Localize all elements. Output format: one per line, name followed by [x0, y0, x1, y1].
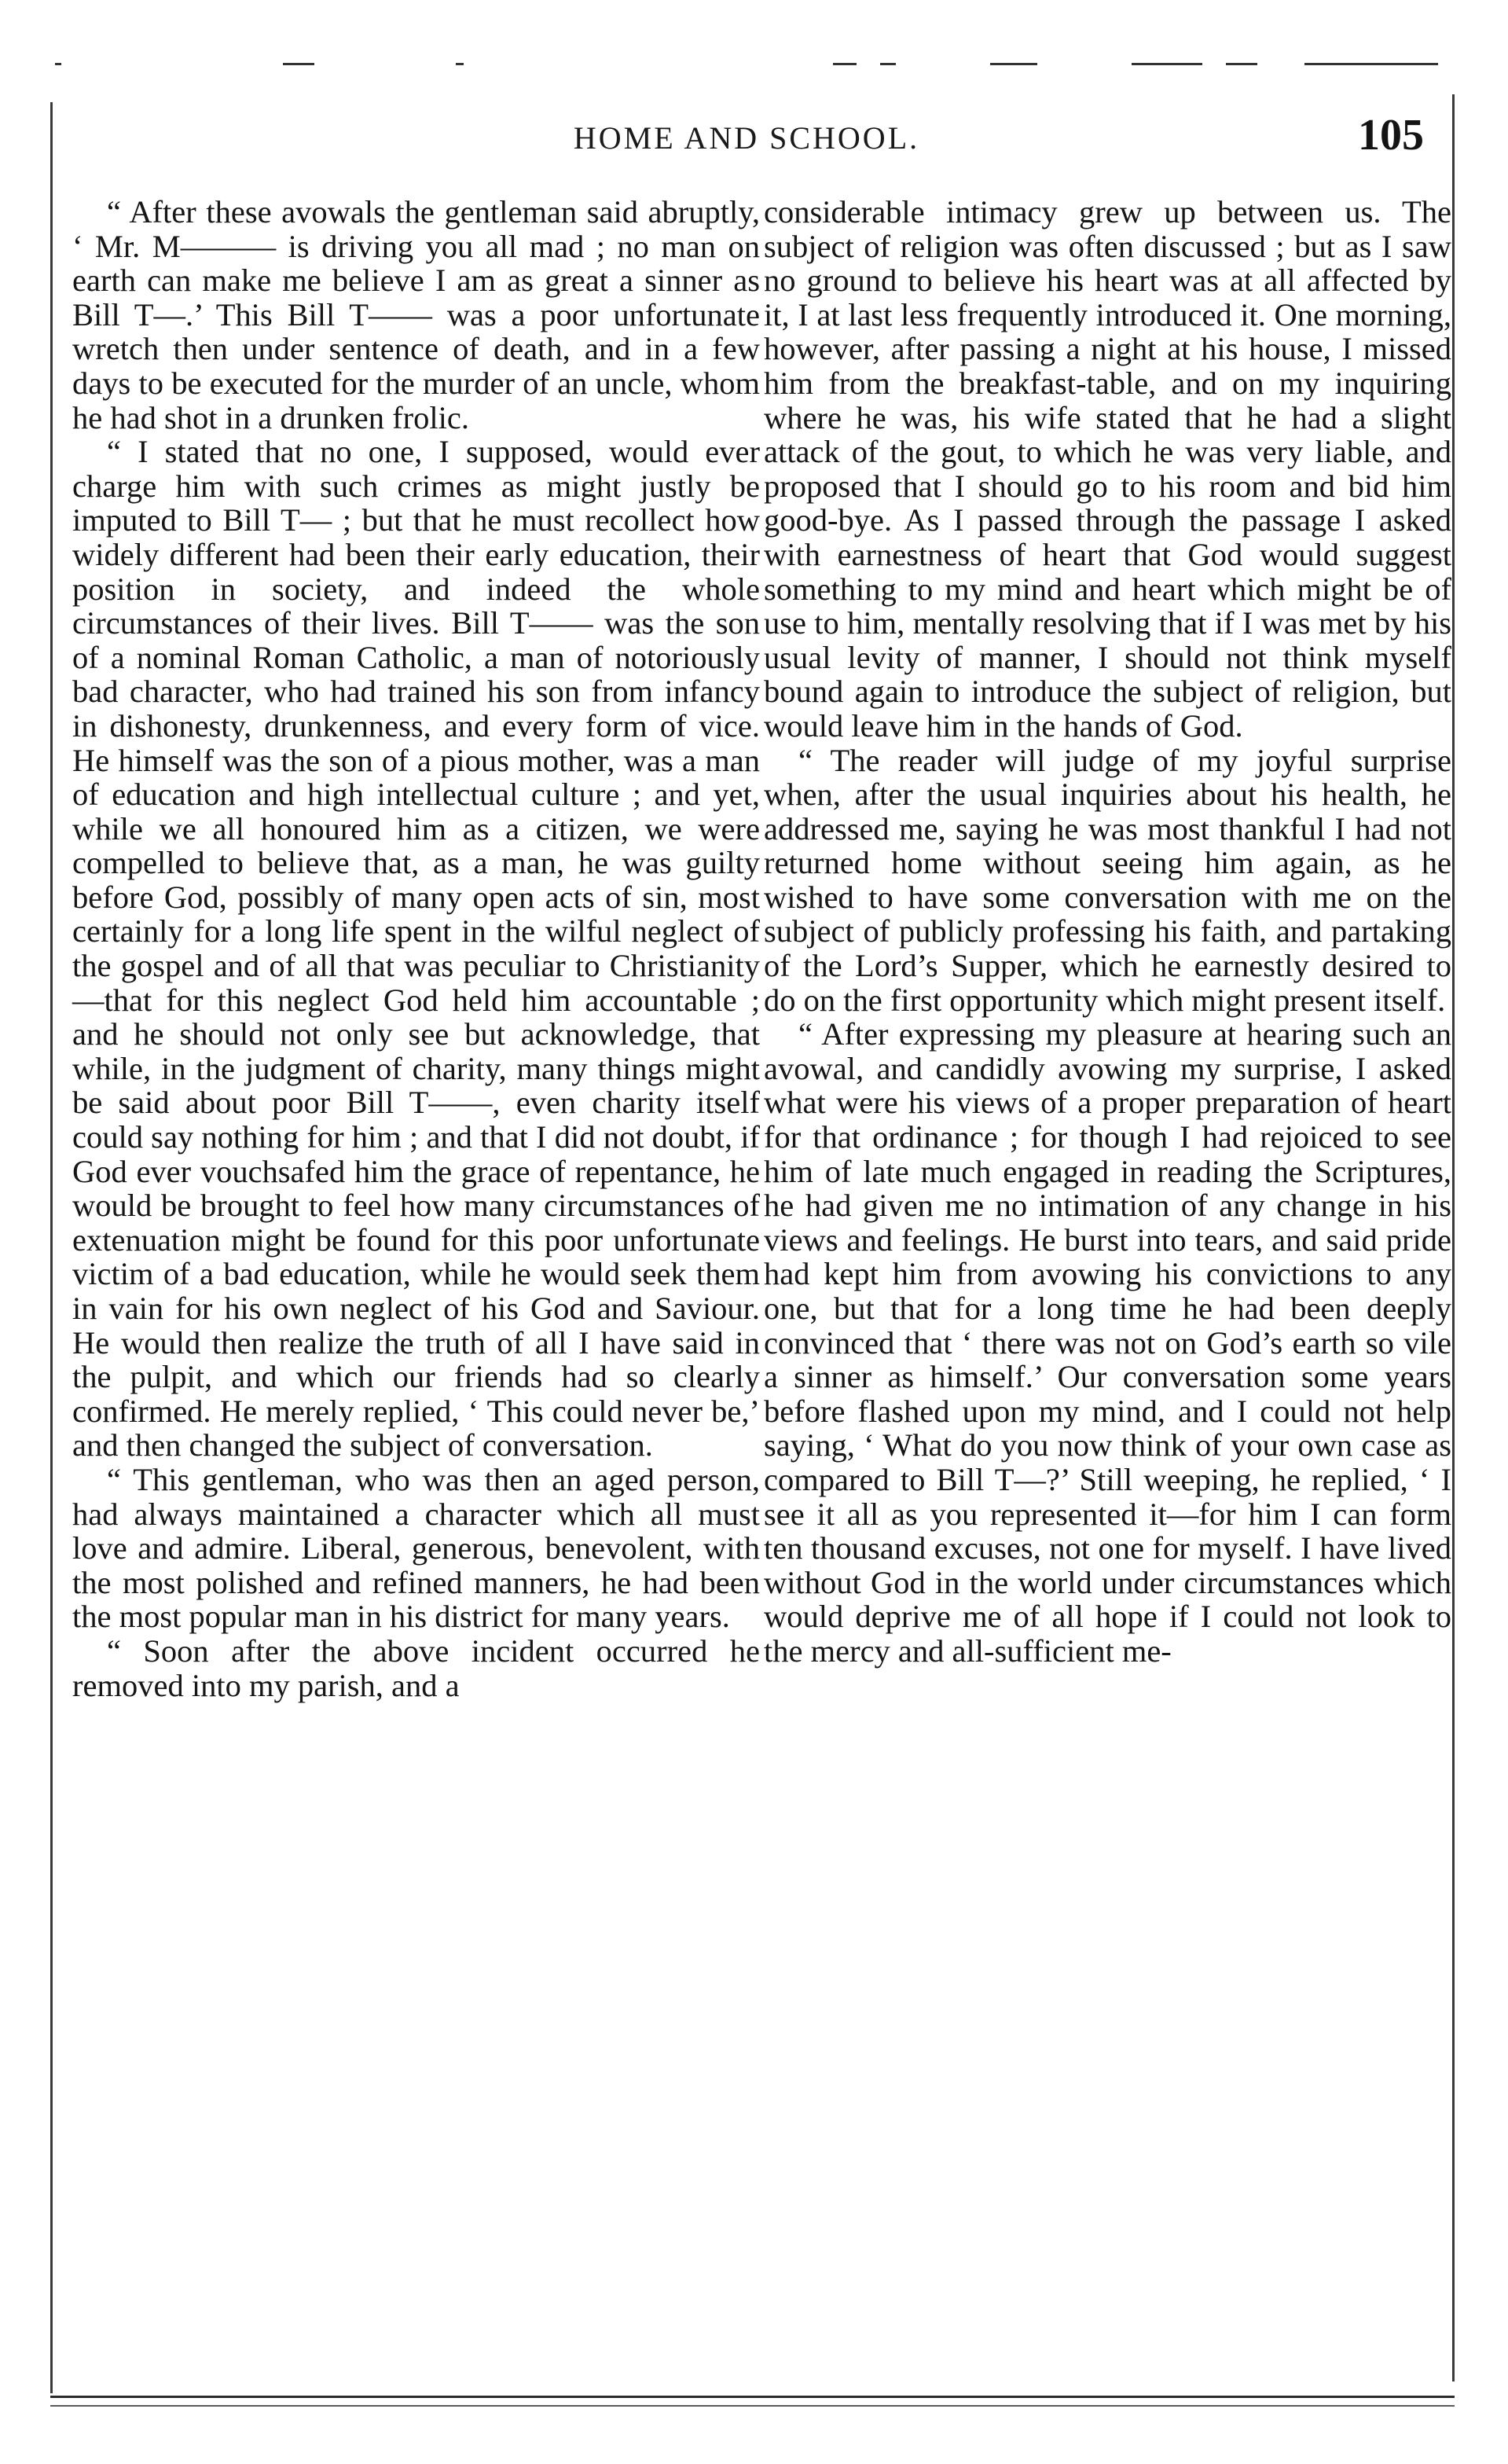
- paragraph: “ I stated that no one, I supposed, would ever charge him with such crimes as might justly be imputed to Bill T— ; but that he must recollect how widely different had been their early education, their position in society, and indeed the whole circumstances of their lives. Bill T—— was the son of a nominal Roman Catholic, a man of notoriously bad character, who had trained his son from infancy in dishonesty, drunkenness, and every form of vice. He himself was the son of a pious mother, was a man of education and high intellectual culture ; and yet, while we all honoured him as a citizen, we were compelled to believe that, as a man, he was guilty before God, possibly of many open acts of sin, most certainly for a long life spent in the wilful neglect of the gospel and of all that was peculiar to Christianity—that for this neglect God held him accountable ; and he should not only see but acknowledge, that while, in the judgment of charity, many things might be said about poor Bill T——, even charity itself could say nothing for him ; and that I did not doubt, if God ever vouchsafed him the grace of repentance, he would be brought to feel how many circumstances of extenuation might be found for this poor unfortunate victim of a bad education, while he would seek them in vain for his own neglect of his God and Saviour. He would then realize the truth of all I have said in the pulpit, and which our friends had so clearly confirmed. He merely replied, ‘ This could never be,’ and then changed the subject of conversation.: [72, 434, 760, 1463]
- running-head: HOME AND SCHOOL.: [573, 120, 920, 156]
- paragraph: “ Soon after the above incident occurred he removed into my parish, and a: [72, 1632, 760, 1703]
- left-frame-rule: [50, 102, 53, 2393]
- top-margin-marks: [47, 60, 1445, 68]
- right-column: [764, 195, 1451, 1669]
- bottom-rule-secondary: [50, 2405, 1455, 2407]
- right-frame-rule: [1452, 94, 1455, 2381]
- paragraph: “ This gentleman, who was then an aged person, had always maintained a character which all must love and admire. Liberal, generous, benevolent, with the most polished and refined manners, he had been the most popular man in his district for many years.: [72, 1461, 760, 1635]
- paragraph: “ The reader will judge of my joyful surprise when, after the usual inquiries about his health, he addressed me, saying he was most thankful I had not returned home without seeing him again, as he wished to have some conversation with me on the subject of publicly professing his faith, and partaking of the Lord’s Supper, which he earnestly desired to do on the first opportunity which might present itself.: [764, 742, 1451, 1018]
- paragraph: “ After these avowals the gentleman said abruptly, ‘ Mr. M——— is driving you all mad ; no man on earth can make me believe I am as great a sinner as Bill T—.’ This Bill T—— was a poor unfortunate wretch then under sentence of death, and in a few days to be executed for the murder of an uncle, whom he had shot in a drunken frolic.: [72, 194, 760, 435]
- page-header: [55, 110, 1438, 181]
- bottom-rule: [50, 2396, 1455, 2398]
- page-number: 105: [1358, 111, 1424, 160]
- paragraph-continuation: considerable intimacy grew up between us. The subject of religion was often discussed ; but as I saw no ground to believe his heart was at all affected by it, I at last less frequently introduced it. One morning, however, after passing a night at his house, I missed him from the breakfast-table, and on my inquiring where he was, his wife stated that he had a slight attack of the gout, to which he was very liable, and proposed that I should go to his room and bid him good-bye. As I passed through the passage I asked with earnestness of heart that God would suggest something to my mind and heart which might be of use to him, mentally resolving that if I was met by his usual levity of manner, I should not think myself bound again to introduce the subject of religion, but would leave him in the hands of God.: [764, 194, 1451, 744]
- paragraph: “ After expressing my pleasure at hearing such an avowal, and candidly avowing my surprise, I asked what were his views of a proper preparation of heart for that ordinance ; for though I had rejoiced to see him of late much engaged in reading the Scriptures, he had given me no intimation of any change in his views and feelings. He burst into tears, and said pride had kept him from avowing his convictions to any one, but that for a long time he had been deeply convinced that ‘ there was not on God’s earth so vile a sinner as himself.’ Our conversation some years before flashed upon my mind, and I could not help saying, ‘ What do you now think of your own case as compared to Bill T—?’ Still weeping, he replied, ‘ I see it all as you represented it—for him I can form ten thousand excuses, not one for myself. I have lived without God in the world under circumstances which would deprive me of all hope if I could not look to the mercy and all-sufficient me-: [764, 1016, 1451, 1669]
- left-column: [72, 195, 760, 1702]
